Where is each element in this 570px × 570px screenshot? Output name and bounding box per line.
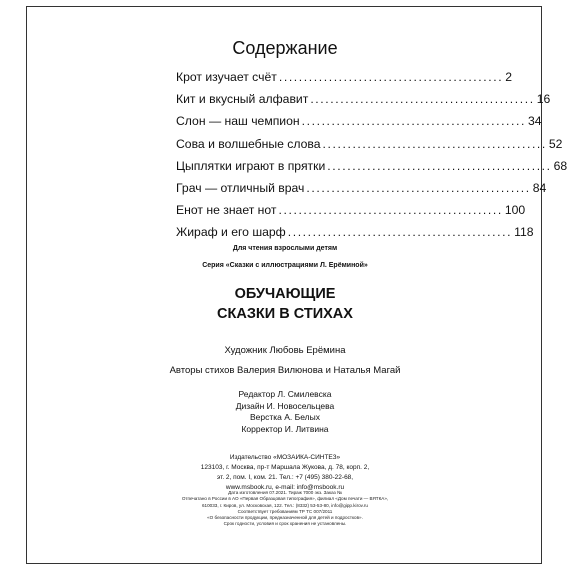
series-name: Серия «Сказки с иллюстрациями Л. Ерёминой» [202,262,368,269]
toc-leader-dots: ............................................. [278,203,503,218]
toc-leader-dots: ............................................. [301,114,526,129]
fine-print-line: Дата изготовления 07.2021. Тираж 7000 экз. Заказ № [228,490,342,495]
toc-leader-dots: ............................................. [287,225,513,240]
toc-entry-title: Енот не знает нот [176,203,277,218]
audience-note: Для чтения взрослыми детям [232,245,338,252]
print-fine-print [0,490,570,528]
toc-entry-page: 84 [532,180,547,195]
toc-entry [176,114,542,136]
publisher-line: эт. 2, пом. I, ком. 21. Тел.: +7 (495) 380-22-68, [216,474,354,481]
staff-credits [0,389,570,435]
fine-print-line: 610033, г. Киров, ул. Московская, 122. Тел.: (8332) 53-53-80, info@gipp.kirov.ru [202,502,368,508]
toc-entry [176,92,551,114]
toc-entry-title: Жираф и его шарф [176,225,286,240]
fine-print-line: «О безопасности продукции, предназначенной для детей и подростков». [207,515,363,521]
authors-credit: Авторы стихов Валерия Вилюнова и Наталья Магай [169,365,401,376]
toc-entry-page: 2 [505,70,512,84]
toc-entry-title: Крот изучает счёт [176,70,277,84]
fine-print-line: Срок годности, условия и срок хранения не установлены. [223,521,347,527]
credit-line: Верстка А. Белых [250,412,320,422]
toc-entry-page: 68 [553,158,568,173]
toc-entry-page: 118 [514,225,534,240]
credit-line: Редактор Л. Смилевска [238,389,332,399]
toc-entry-title: Цыплятки играют в прятки [176,158,326,173]
toc-entry-title: Слон — наш чемпион [176,114,300,129]
publisher-line: Издательство «МОЗАИКА-СИНТЕЗ» [229,454,341,461]
publisher-line: www.msbook.ru, e-mail: info@msbook.ru [225,484,345,491]
toc-entry-title: Кит и вкусный алфавит [176,92,309,107]
toc-leader-dots: ............................................. [278,70,504,84]
artist-credit: Художник Любовь Ерёмина [224,345,346,356]
book-title-line: ОБУЧАЮЩИЕ [234,286,336,302]
toc-leader-dots: ............................................. [322,136,547,151]
toc-leader-dots: ............................................. [327,158,552,173]
toc-entry [176,158,568,181]
toc-entry-page: 100 [504,203,526,218]
toc-entry-page: 52 [548,136,563,151]
credit-line: Корректор И. Литвина [241,423,329,434]
credit-line: Дизайн И. Новосельцева [235,400,335,411]
fine-print-line: Отпечатано в России в АО «Первая Образцовая типография», филиал «Дом печати — ВЯТКА», [181,496,389,502]
book-title [0,284,570,324]
table-of-contents [176,70,568,248]
toc-entry-page: 34 [528,114,542,129]
toc-entry [176,136,563,159]
toc-leader-dots: ............................................. [306,180,531,195]
toc-title: Содержание [232,38,338,58]
publisher-info [0,453,570,493]
book-title-line: СКАЗКИ В СТИХАХ [217,306,353,322]
toc-entry [176,180,547,203]
fine-print-line: Соответствует требованиям ТР ТС 007/2011 [237,508,333,514]
toc-entry-title: Грач — отличный врач [176,180,305,195]
toc-entry [176,203,526,225]
toc-entry-page: 16 [536,92,551,107]
toc-entry-title: Сова и волшебные слова [176,136,321,151]
toc-entry [176,70,512,92]
toc-leader-dots: ............................................. [310,92,535,107]
publisher-line: 123103, г. Москва, пр-т Маршала Жукова, д. 78, корп. 2, [200,464,370,471]
